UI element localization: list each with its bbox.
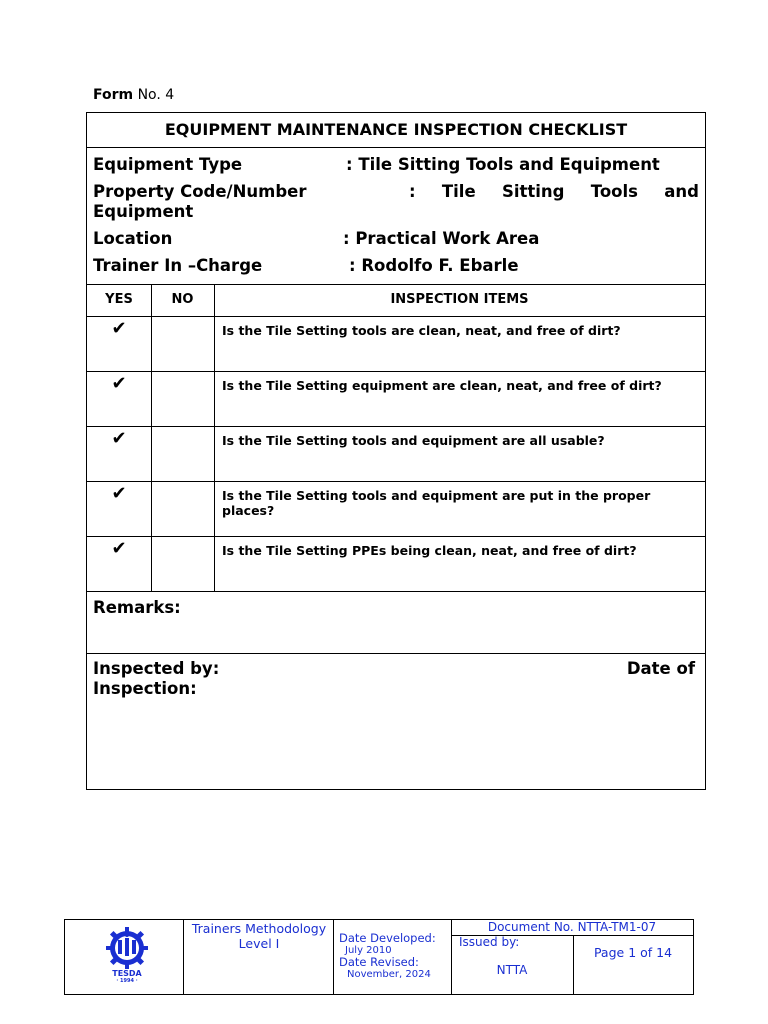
- remarks-label: Remarks:: [93, 598, 181, 617]
- document-footer: [64, 919, 694, 995]
- date-developed: July 2010: [345, 945, 392, 956]
- yes-check-mark: ✔: [111, 483, 127, 504]
- inspection-item: Is the Tile Setting equipment are clean, neat, and free of dirt?: [222, 378, 662, 393]
- issued-by-label: Issued by:: [459, 935, 520, 949]
- inspection-label: Inspection:: [93, 679, 197, 698]
- location-label: Location: [93, 229, 173, 248]
- inspection-item: Is the Tile Setting tools and equipment are all usable?: [222, 433, 605, 448]
- property-code-value: : Tile Sitting Tools and: [409, 182, 699, 201]
- yes-check-mark: ✔: [111, 428, 127, 449]
- course-title: Trainers Methodology Level I: [191, 921, 327, 951]
- inspection-item: Is the Tile Setting tools are clean, neat, and free of dirt?: [222, 323, 621, 338]
- form-title: EQUIPMENT MAINTENANCE INSPECTION CHECKLIST: [87, 113, 705, 148]
- checklist-form: [86, 112, 706, 790]
- date-of-label: Date of: [626, 659, 695, 678]
- logo-year: · 1994 ·: [116, 978, 138, 984]
- yes-check-mark: ✔: [111, 318, 127, 339]
- property-code-value-cont: Equipment: [93, 202, 194, 221]
- trainer-label: Trainer In –Charge: [93, 256, 263, 275]
- property-code-label: Property Code/Number: [93, 182, 307, 201]
- form-number: Form No. 4: [93, 87, 175, 103]
- trainer-value: : Rodolfo F. Ebarle: [349, 256, 519, 275]
- date-developed-label: Date Developed:: [339, 931, 436, 945]
- inspection-item: Is the Tile Setting tools and equipment are put in the proper places?: [222, 488, 651, 518]
- inspected-by-label: Inspected by: Inspection:: [93, 659, 220, 698]
- date-revised: November, 2024: [347, 969, 431, 980]
- tesda-logo: [103, 926, 151, 970]
- document-number: Document No. NTTA-TM1-07: [487, 920, 657, 934]
- equipment-type-value: : Tile Sitting Tools and Equipment: [346, 155, 660, 174]
- logo-text: TESDA: [112, 969, 142, 978]
- header-no: NO: [171, 292, 194, 307]
- yes-check-mark: ✔: [111, 538, 127, 559]
- header-yes: YES: [105, 292, 133, 307]
- header-inspection-items: INSPECTION ITEMS: [390, 292, 529, 307]
- date-revised-label: Date Revised:: [339, 955, 419, 969]
- inspection-item: Is the Tile Setting PPEs being clean, neat, and free of dirt?: [222, 543, 637, 558]
- page-number: Page 1 of 14: [593, 945, 673, 960]
- location-value: : Practical Work Area: [343, 229, 540, 248]
- yes-check-mark: ✔: [111, 373, 127, 394]
- equipment-type-label: Equipment Type: [93, 155, 243, 174]
- issued-by-value: NTTA: [496, 963, 528, 977]
